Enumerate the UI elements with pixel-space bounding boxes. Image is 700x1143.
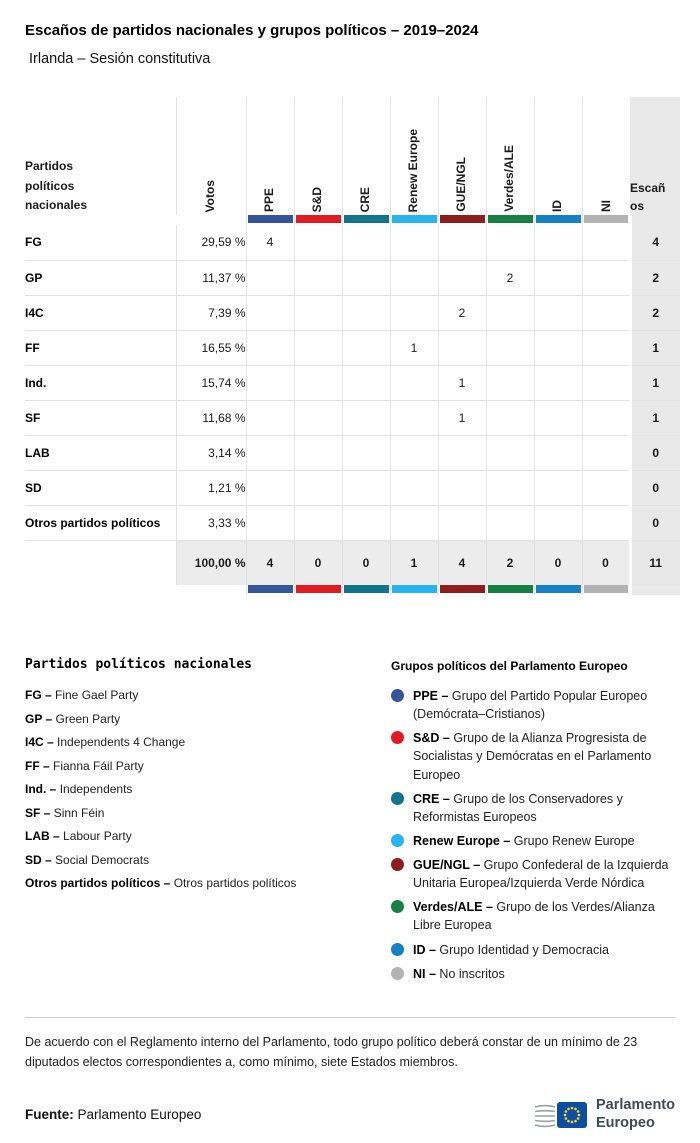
cell <box>534 225 582 260</box>
cell <box>294 225 342 260</box>
cell <box>342 400 390 435</box>
cell <box>342 435 390 470</box>
cell <box>342 470 390 505</box>
party-legend-item <box>25 829 391 843</box>
legend-parties-title: Partidos políticos nacionales <box>25 657 252 672</box>
cell <box>246 470 294 505</box>
party-abbr: SF – <box>25 805 51 820</box>
total-cell: 0 <box>534 540 582 585</box>
total-votes: 100,00 % <box>176 540 246 585</box>
group-legend-text: Verdes/ALE – Grupo de los Verdes/Alianza Libre Europea <box>413 900 655 933</box>
cell: 2 <box>438 295 486 330</box>
party-legend-item <box>25 806 391 820</box>
logo-wordmark: Parlamento Europeo <box>596 1097 675 1131</box>
party-legend-item <box>25 735 391 749</box>
cell <box>486 330 534 365</box>
group-color-bar-renew <box>390 215 438 225</box>
cell <box>534 295 582 330</box>
table-row <box>25 330 680 365</box>
seats-table <box>25 97 680 595</box>
page-subtitle: Irlanda – Sesión constitutiva <box>29 51 211 67</box>
group-color-bar-gue <box>438 215 486 225</box>
cell <box>438 435 486 470</box>
group-legend-item <box>391 729 675 783</box>
party-name: FF <box>25 330 176 365</box>
total-cell: 1 <box>390 540 438 585</box>
party-name: FG <box>25 225 176 260</box>
eu-flag-icon <box>535 1096 587 1134</box>
group-color-dot <box>391 792 404 805</box>
source-label: Fuente: <box>25 1107 74 1123</box>
group-color-dot <box>391 900 404 913</box>
group-color-dot <box>391 834 404 847</box>
cell <box>342 225 390 260</box>
seats-value: 1 <box>630 330 680 365</box>
party-legend-item <box>25 712 391 726</box>
cell <box>390 400 438 435</box>
cell <box>534 400 582 435</box>
total-cell: 0 <box>342 540 390 585</box>
cell <box>342 330 390 365</box>
seats-value: 4 <box>630 225 680 260</box>
party-abbr: FG – <box>25 688 52 702</box>
footer-divider <box>25 1017 675 1018</box>
seats-value: 2 <box>630 295 680 330</box>
cell <box>486 365 534 400</box>
col-header-ppe: PPE <box>246 97 294 215</box>
party-abbr: Otros partidos políticos – <box>25 876 171 890</box>
total-cell: 4 <box>438 540 486 585</box>
party-legend-item <box>25 759 391 773</box>
cell <box>582 470 630 505</box>
seats-value: 0 <box>630 505 680 540</box>
col-header-parties: Partidos políticos nacionales <box>25 159 88 212</box>
votes-value: 16,55 % <box>176 330 246 365</box>
seats-value: 0 <box>630 470 680 505</box>
party-abbr: SD – <box>25 852 52 867</box>
table-row <box>25 400 680 435</box>
party-name: SD <box>25 470 176 505</box>
cell <box>534 435 582 470</box>
party-full-name: Labour Party <box>63 829 132 843</box>
group-color-bar-ppe <box>246 585 294 595</box>
cell <box>246 295 294 330</box>
spacer-cell <box>25 585 176 595</box>
party-name: Ind. <box>25 365 176 400</box>
cell: 2 <box>486 260 534 295</box>
cell <box>390 260 438 295</box>
party-name: I4C <box>25 295 176 330</box>
votes-value: 15,74 % <box>176 365 246 400</box>
cell <box>438 470 486 505</box>
legend-groups-title: Grupos políticos del Parlamento Europeo <box>391 659 628 673</box>
cell <box>534 365 582 400</box>
group-legend-text: Renew Europe – Grupo Renew Europe <box>413 833 635 848</box>
party-abbr: Ind. – <box>25 782 57 796</box>
group-color-bar-id <box>534 585 582 595</box>
cell <box>294 400 342 435</box>
group-color-dot <box>391 689 404 702</box>
spacer-cell <box>176 585 246 595</box>
group-legend-item <box>391 941 675 959</box>
party-legend-item <box>25 876 391 890</box>
cell <box>438 330 486 365</box>
group-color-bar-verdes <box>486 215 534 225</box>
total-seats: 11 <box>630 540 680 585</box>
cell <box>294 435 342 470</box>
total-cell: 0 <box>582 540 630 585</box>
party-full-name: Independents <box>59 782 133 796</box>
cell <box>486 295 534 330</box>
party-full-name: Green Party <box>55 711 121 726</box>
cell <box>246 260 294 295</box>
group-legend-item <box>391 832 675 850</box>
cell <box>342 365 390 400</box>
cell <box>534 260 582 295</box>
group-legend-text: GUE/NGL – Grupo Confederal de la Izquierda Unitaria Europea/Izquierda Verde Nórdica <box>413 858 669 891</box>
cell <box>438 505 486 540</box>
cell <box>246 365 294 400</box>
col-header-cre: CRE <box>342 97 390 215</box>
cell <box>534 330 582 365</box>
cell <box>438 225 486 260</box>
table-row <box>25 260 680 295</box>
cell <box>582 225 630 260</box>
cell <box>486 400 534 435</box>
cell <box>294 470 342 505</box>
cell: 4 <box>246 225 294 260</box>
cell <box>582 400 630 435</box>
cell: 1 <box>390 330 438 365</box>
seats-col-spacer <box>630 585 680 595</box>
cell <box>246 330 294 365</box>
party-abbr: GP – <box>25 711 53 726</box>
cell <box>342 260 390 295</box>
party-legend-item <box>25 853 391 867</box>
col-header-gue-ngl: GUE/NGL <box>438 97 486 215</box>
cell <box>246 505 294 540</box>
cell <box>534 505 582 540</box>
legend-section <box>25 657 675 989</box>
table-header-row <box>25 97 680 215</box>
seats-value: 1 <box>630 365 680 400</box>
table-row <box>25 505 680 540</box>
cell: 1 <box>438 400 486 435</box>
spacer-cell <box>25 540 176 585</box>
party-abbr: FF – <box>25 758 50 773</box>
group-color-bar-ppe <box>246 215 294 225</box>
party-legend-item <box>25 782 391 796</box>
seats-value: 1 <box>630 400 680 435</box>
votes-value: 3,14 % <box>176 435 246 470</box>
party-full-name: Fianna Fáil Party <box>53 758 144 773</box>
table-total-row <box>25 540 680 585</box>
group-color-bar-id <box>534 215 582 225</box>
party-name: GP <box>25 260 176 295</box>
cell <box>582 505 630 540</box>
cell <box>390 505 438 540</box>
party-abbr: LAB – <box>25 829 60 843</box>
party-full-name: Social Democrats <box>55 852 150 867</box>
group-legend-text: CRE – Grupo de los Conservadores y Reformistas Europeos <box>413 791 623 824</box>
group-legend-item <box>391 898 675 934</box>
group-legend-item <box>391 790 675 826</box>
col-header-verdes-ale: Verdes/ALE <box>486 97 534 215</box>
col-header-votos: Votos <box>176 97 246 215</box>
col-header-escanos: Escaños <box>630 97 680 215</box>
seats-value: 2 <box>630 260 680 295</box>
table-row <box>25 470 680 505</box>
group-color-bar-cre <box>342 585 390 595</box>
cell <box>534 470 582 505</box>
party-full-name: Sinn Féin <box>53 805 105 820</box>
ep-logo <box>535 1096 675 1134</box>
total-cell: 0 <box>294 540 342 585</box>
spacer-cell <box>25 215 176 225</box>
cell <box>390 470 438 505</box>
cell <box>342 505 390 540</box>
group-color-bars-bottom <box>25 585 680 595</box>
cell <box>486 435 534 470</box>
legend-parties <box>25 657 391 989</box>
cell <box>582 295 630 330</box>
group-color-bar-cre <box>342 215 390 225</box>
table-row <box>25 225 680 260</box>
cell <box>246 400 294 435</box>
group-legend-item <box>391 856 675 892</box>
col-header-sd: S&D <box>294 97 342 215</box>
cell <box>390 435 438 470</box>
group-color-bar-verdes <box>486 585 534 595</box>
cell <box>486 470 534 505</box>
votes-value: 7,39 % <box>176 295 246 330</box>
party-name: SF <box>25 400 176 435</box>
group-legend-item <box>391 965 675 983</box>
party-name: LAB <box>25 435 176 470</box>
cell <box>294 505 342 540</box>
group-color-dot <box>391 731 404 744</box>
total-cell: 2 <box>486 540 534 585</box>
cell <box>390 225 438 260</box>
group-legend-item <box>391 687 675 723</box>
group-color-dot <box>391 858 404 871</box>
cell <box>246 435 294 470</box>
group-color-bar-ni <box>582 215 630 225</box>
cell: 1 <box>438 365 486 400</box>
party-legend-item <box>25 688 391 702</box>
votes-value: 11,68 % <box>176 400 246 435</box>
table-row <box>25 365 680 400</box>
cell <box>582 330 630 365</box>
cell <box>294 330 342 365</box>
group-legend-text: S&D – Grupo de la Alianza Progresista de Socialistas y Demócratas en el Parlamento Europeo <box>413 731 652 782</box>
party-full-name: Fine Gael Party <box>55 688 139 702</box>
votes-value: 29,59 % <box>176 225 246 260</box>
col-header-ni: NI <box>582 97 630 215</box>
footnote: De acuerdo con el Reglamento interno del Parlamento, todo grupo político deberá constar de un mínimo de 23 diputados electos correspondientes a, como mínimo, siete Estados miembros. <box>25 1034 638 1069</box>
cell <box>294 260 342 295</box>
votes-value: 3,33 % <box>176 505 246 540</box>
group-color-bar-sd <box>294 215 342 225</box>
total-cell: 4 <box>246 540 294 585</box>
seats-value: 0 <box>630 435 680 470</box>
party-full-name: Independents 4 Change <box>57 735 186 749</box>
cell <box>294 365 342 400</box>
group-color-bar-gue <box>438 585 486 595</box>
col-header-renew-europe: Renew Europe <box>390 97 438 215</box>
group-legend-text: ID – Grupo Identidad y Democracia <box>413 942 609 957</box>
party-full-name: Otros partidos políticos <box>173 876 297 890</box>
source-row <box>25 1096 675 1134</box>
table-row <box>25 295 680 330</box>
votes-value: 11,37 % <box>176 260 246 295</box>
group-color-bars-top <box>25 215 680 225</box>
spacer-cell <box>176 215 246 225</box>
votes-value: 1,21 % <box>176 470 246 505</box>
source-value: Parlamento Europeo <box>77 1107 202 1123</box>
group-color-bar-ni <box>582 585 630 595</box>
party-name: Otros partidos políticos <box>25 505 176 540</box>
group-color-bar-renew <box>390 585 438 595</box>
cell <box>486 505 534 540</box>
group-color-dot <box>391 943 404 956</box>
cell <box>342 295 390 330</box>
source <box>25 1107 201 1122</box>
cell <box>486 225 534 260</box>
seats-col-spacer <box>630 215 680 225</box>
cell <box>294 295 342 330</box>
page-title: Escaños de partidos nacionales y grupos políticos – 2019–2024 <box>25 22 479 39</box>
group-color-dot <box>391 967 404 980</box>
col-header-id: ID <box>534 97 582 215</box>
cell <box>438 260 486 295</box>
cell <box>582 365 630 400</box>
group-legend-text: PPE – Grupo del Partido Popular Europeo (Demócrata–Cristianos) <box>413 689 648 722</box>
cell <box>390 295 438 330</box>
cell <box>582 260 630 295</box>
table-row <box>25 435 680 470</box>
party-abbr: I4C – <box>25 735 54 749</box>
cell <box>582 435 630 470</box>
group-color-bar-sd <box>294 585 342 595</box>
group-legend-text: NI – No inscritos <box>413 966 505 981</box>
cell <box>390 365 438 400</box>
legend-groups <box>391 657 675 989</box>
